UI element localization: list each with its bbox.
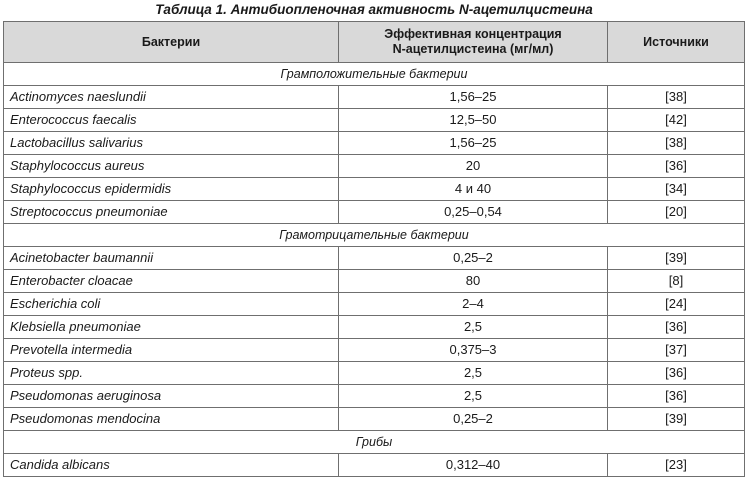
- concentration-value: 12,5–50: [339, 109, 608, 132]
- concentration-value: 2–4: [339, 293, 608, 316]
- header-concentration: [339, 22, 608, 63]
- organism-name: Enterobacter cloacae: [4, 270, 339, 293]
- concentration-value: 0,312–40: [339, 454, 608, 477]
- source-reference: [37]: [608, 339, 745, 362]
- table-row: [4, 201, 745, 224]
- group-label: Грибы: [4, 431, 745, 454]
- concentration-value: 0,375–3: [339, 339, 608, 362]
- header-concentration-line1: Эффективная концентрация: [384, 27, 562, 41]
- concentration-value: 2,5: [339, 316, 608, 339]
- organism-name: Acinetobacter baumannii: [4, 247, 339, 270]
- concentration-value: 0,25–2: [339, 247, 608, 270]
- organism-name: Candida albicans: [4, 454, 339, 477]
- source-reference: [36]: [608, 316, 745, 339]
- table-row: [4, 339, 745, 362]
- organism-name: Proteus spp.: [4, 362, 339, 385]
- organism-name: Pseudomonas mendocina: [4, 408, 339, 431]
- table-row: [4, 385, 745, 408]
- header-bacteria: Бактерии: [4, 22, 339, 63]
- table-row: [4, 109, 745, 132]
- organism-name: Prevotella intermedia: [4, 339, 339, 362]
- table-row: [4, 86, 745, 109]
- concentration-value: 4 и 40: [339, 178, 608, 201]
- concentration-value: 1,56–25: [339, 132, 608, 155]
- concentration-value: 1,56–25: [339, 86, 608, 109]
- organism-name: Enterococcus faecalis: [4, 109, 339, 132]
- source-reference: [42]: [608, 109, 745, 132]
- source-reference: [24]: [608, 293, 745, 316]
- table-row: [4, 178, 745, 201]
- group-label: Грамположительные бактерии: [4, 63, 745, 86]
- table-row: [4, 132, 745, 155]
- group-row: [4, 63, 745, 86]
- concentration-value: 0,25–0,54: [339, 201, 608, 224]
- organism-name: Staphylococcus aureus: [4, 155, 339, 178]
- table-row: [4, 454, 745, 477]
- organism-name: Staphylococcus epidermidis: [4, 178, 339, 201]
- table-body: [4, 63, 745, 477]
- group-row: [4, 224, 745, 247]
- header-row: [4, 22, 745, 63]
- organism-name: Lactobacillus salivarius: [4, 132, 339, 155]
- table-row: [4, 270, 745, 293]
- source-reference: [8]: [608, 270, 745, 293]
- source-reference: [20]: [608, 201, 745, 224]
- source-reference: [38]: [608, 132, 745, 155]
- concentration-value: 0,25–2: [339, 408, 608, 431]
- organism-name: Klebsiella pneumoniae: [4, 316, 339, 339]
- table-row: [4, 408, 745, 431]
- header-concentration-line2: N-ацетилцистеина (мг/мл): [392, 42, 554, 56]
- source-reference: [34]: [608, 178, 745, 201]
- group-row: [4, 431, 745, 454]
- concentration-value: 20: [339, 155, 608, 178]
- concentration-value: 80: [339, 270, 608, 293]
- concentration-value: 2,5: [339, 385, 608, 408]
- activity-table: [3, 21, 745, 477]
- source-reference: [36]: [608, 385, 745, 408]
- source-reference: [38]: [608, 86, 745, 109]
- source-reference: [36]: [608, 155, 745, 178]
- concentration-value: 2,5: [339, 362, 608, 385]
- table-row: [4, 247, 745, 270]
- table-row: [4, 316, 745, 339]
- source-reference: [23]: [608, 454, 745, 477]
- table-row: [4, 293, 745, 316]
- organism-name: Actinomyces naeslundii: [4, 86, 339, 109]
- organism-name: Pseudomonas aeruginosa: [4, 385, 339, 408]
- source-reference: [39]: [608, 408, 745, 431]
- header-sources: Источники: [608, 22, 745, 63]
- table-row: [4, 155, 745, 178]
- organism-name: Streptococcus pneumoniae: [4, 201, 339, 224]
- organism-name: Escherichia coli: [4, 293, 339, 316]
- source-reference: [39]: [608, 247, 745, 270]
- table-title: Таблица 1. Антибиопленочная активность N-ацетилцистеина: [155, 2, 593, 17]
- group-label: Грамотрицательные бактерии: [4, 224, 745, 247]
- source-reference: [36]: [608, 362, 745, 385]
- table-row: [4, 362, 745, 385]
